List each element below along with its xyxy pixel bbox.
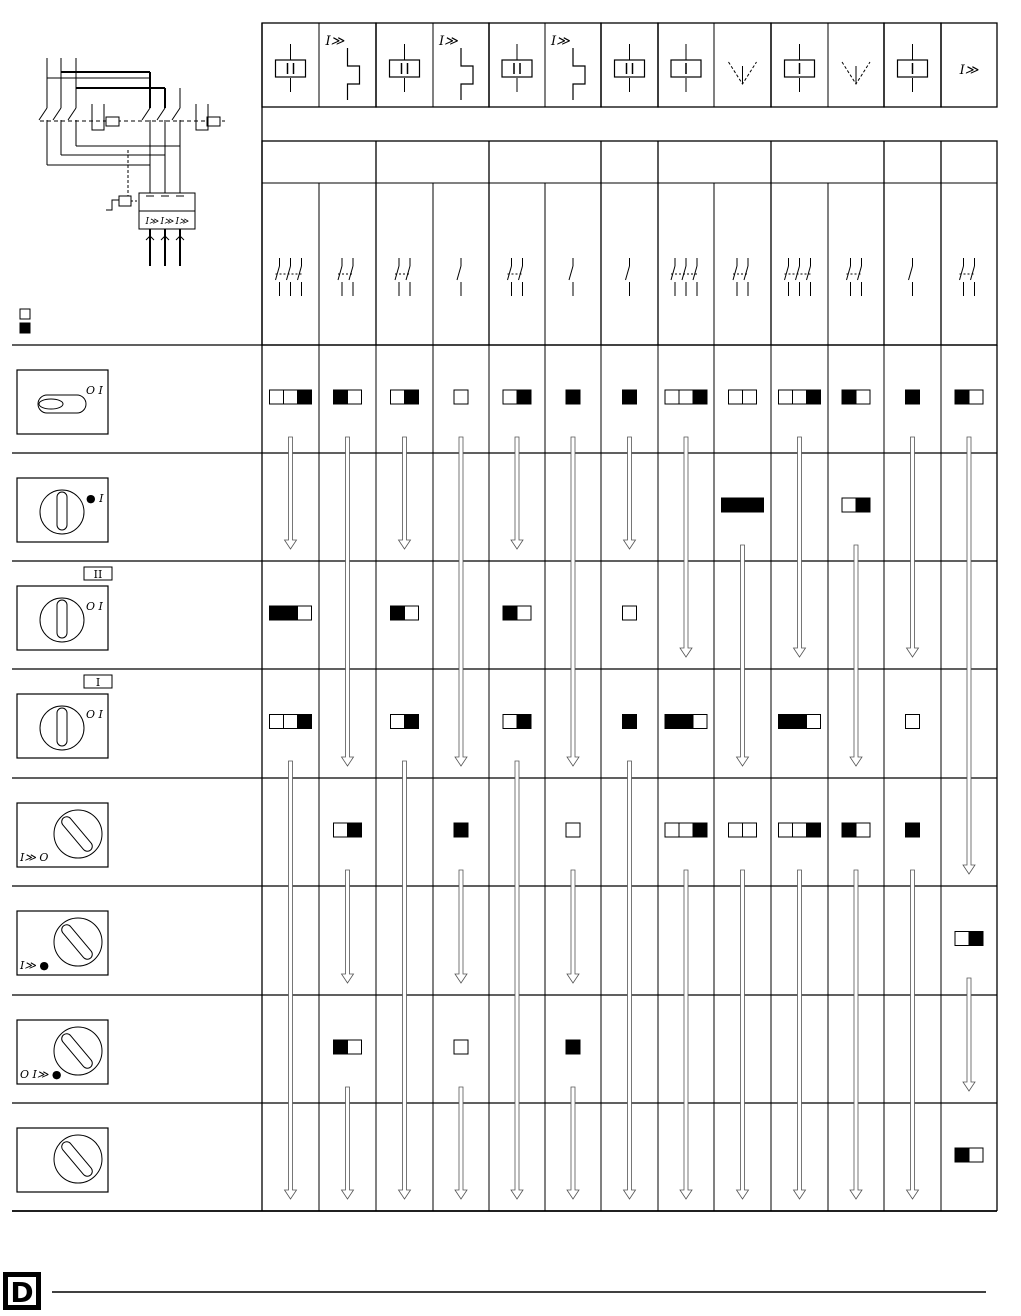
position-mark: O I <box>86 708 103 721</box>
open-contact-cell <box>779 390 793 404</box>
closed-contact-cell <box>517 715 531 729</box>
closed-contact-cell <box>517 390 531 404</box>
header-symbols <box>262 23 997 107</box>
transition-arrow <box>737 545 749 766</box>
transition-arrow <box>737 870 749 1199</box>
transition-arrow <box>850 545 862 766</box>
open-contact-cell <box>454 390 468 404</box>
contact-blade <box>796 266 800 280</box>
transition-arrow <box>455 1087 467 1199</box>
position-mark: O I≫ ● <box>20 1068 62 1081</box>
contact-blade <box>858 266 862 280</box>
contact-blade <box>744 266 748 280</box>
trip-label: I≫ <box>439 34 458 49</box>
open-contact-cell <box>566 823 580 837</box>
trip-label: I≫ <box>325 34 345 49</box>
open-contact-cell <box>405 606 419 620</box>
open-contact-cell <box>743 390 757 404</box>
open-contact-legend <box>20 309 30 319</box>
transition-arrow <box>342 1087 354 1199</box>
closed-contact-cell <box>793 715 807 729</box>
position-mark: I≫ ● <box>20 959 49 972</box>
phase-contact <box>157 108 165 120</box>
transition-arrow <box>794 437 806 657</box>
contact-blade <box>276 266 280 280</box>
breaker-trip-label: I≫ <box>145 217 159 227</box>
closed-contact-cell <box>807 390 821 404</box>
open-contact-cell <box>517 606 531 620</box>
open-contact-cell <box>729 390 743 404</box>
closed-contact-cell <box>298 715 312 729</box>
column-headers <box>262 141 997 345</box>
transition-arrow <box>624 437 636 549</box>
circuit-schematic <box>39 58 225 266</box>
position-mark: I≫ O <box>20 851 49 864</box>
open-contact-cell <box>807 715 821 729</box>
transition-arrow <box>399 761 411 1199</box>
open-contact-cell <box>743 823 757 837</box>
transition-arrow <box>567 437 579 766</box>
open-contact-cell <box>729 823 743 837</box>
open-contact-cell <box>270 715 284 729</box>
contact-blade <box>457 266 461 280</box>
double-coil-icon <box>276 60 306 77</box>
position-mark: O I <box>86 384 103 397</box>
trip-label: I≫ <box>551 34 570 49</box>
handle-grip-icon <box>39 399 63 409</box>
open-contact-cell <box>270 390 284 404</box>
main-contact <box>39 108 47 120</box>
logo-letter: D <box>10 1276 34 1309</box>
double-coil-icon <box>390 60 420 77</box>
transition-arrow <box>963 437 975 874</box>
open-contact-cell <box>665 390 679 404</box>
transition-arrow <box>680 437 692 657</box>
closed-contact-cell <box>665 715 679 729</box>
closed-contact-cell <box>842 823 856 837</box>
open-contact-cell <box>969 1148 983 1162</box>
open-contact-cell <box>334 823 348 837</box>
double-coil-icon <box>502 60 532 77</box>
transition-arrow <box>907 437 919 657</box>
shunt-lead <box>106 200 119 210</box>
closed-contact-legend <box>20 323 30 333</box>
contact-blade <box>693 266 697 280</box>
transition-arrow <box>342 870 354 983</box>
contact-blade <box>733 266 737 280</box>
transition-arrow <box>455 870 467 983</box>
open-contact-cell <box>679 823 693 837</box>
coil-indicator-label: I <box>95 676 101 689</box>
shunt-coil <box>119 196 131 206</box>
open-contact-cell <box>391 715 405 729</box>
transition-arrow <box>455 437 467 766</box>
closed-contact-cell <box>969 932 983 946</box>
transition-arrow <box>285 437 297 549</box>
closed-contact-cell <box>566 1040 580 1054</box>
open-contact-cell <box>503 390 517 404</box>
closed-contact-cell <box>405 390 419 404</box>
open-contact-cell <box>454 1040 468 1054</box>
open-contact-cell <box>348 1040 362 1054</box>
open-contact-cell <box>955 932 969 946</box>
open-contact-cell <box>298 606 312 620</box>
transition-arrow <box>794 870 806 1199</box>
handle-positions <box>17 370 112 1192</box>
position-mark: O I <box>86 600 103 613</box>
transition-arrows <box>285 437 976 1199</box>
contact-blade <box>785 266 789 280</box>
contact-blade <box>508 266 512 280</box>
open-contact-cell <box>503 715 517 729</box>
closed-contact-cell <box>906 823 920 837</box>
contact-blade <box>807 266 811 280</box>
contact-blade <box>349 266 353 280</box>
closed-contact-cell <box>906 390 920 404</box>
transition-arrow <box>680 870 692 1199</box>
open-contact-cell <box>284 390 298 404</box>
open-contact-cell <box>856 823 870 837</box>
breaker-trip-label: I≫ <box>175 217 189 227</box>
aux-contact <box>92 104 104 130</box>
overcurrent-trip-icon <box>461 48 473 100</box>
open-contact-cell <box>665 823 679 837</box>
closed-contact-cell <box>566 390 580 404</box>
closed-contact-cell <box>955 390 969 404</box>
closed-contact-cell <box>623 390 637 404</box>
overcurrent-label-icon: I≫ <box>959 63 979 78</box>
closed-contact-cell <box>693 823 707 837</box>
open-contact-cell <box>391 390 405 404</box>
closed-contact-cell <box>298 390 312 404</box>
contact-blade <box>971 266 975 280</box>
main-contact <box>68 108 76 120</box>
overcurrent-trip-icon <box>573 48 585 100</box>
transition-arrow <box>624 761 636 1199</box>
closed-contact-cell <box>284 606 298 620</box>
legend <box>20 309 30 333</box>
closed-contact-cell <box>736 498 750 512</box>
open-contact-cell <box>969 390 983 404</box>
open-contact-cell <box>679 390 693 404</box>
contact-blade <box>682 266 686 280</box>
open-contact-cell <box>793 823 807 837</box>
coil-indicator-label: II <box>93 568 103 581</box>
position-mark: ● I <box>86 492 104 505</box>
contact-blade <box>909 266 913 280</box>
transition-arrow <box>850 870 862 1199</box>
closed-contact-cell <box>334 1040 348 1054</box>
closed-contact-cell <box>270 606 284 620</box>
open-contact-cell <box>348 390 362 404</box>
rotary-handle-vertical <box>57 708 67 746</box>
contact-blade <box>626 266 630 280</box>
open-contact-cell <box>906 715 920 729</box>
rotary-handle-vertical <box>57 492 67 530</box>
phase-contact <box>172 108 180 120</box>
footer <box>3 1272 986 1310</box>
closed-contact-cell <box>955 1148 969 1162</box>
aux-contact <box>196 104 208 130</box>
contact-blade <box>671 266 675 280</box>
contact-blade <box>395 266 399 280</box>
closed-contact-cell <box>722 498 736 512</box>
closed-contact-cell <box>348 823 362 837</box>
transition-arrow <box>399 437 411 549</box>
overcurrent-trip-icon <box>348 48 360 100</box>
transition-arrow <box>285 761 297 1199</box>
closed-contact-cell <box>679 715 693 729</box>
closed-contact-cell <box>807 823 821 837</box>
open-contact-cell <box>793 390 807 404</box>
open-contact-cell <box>623 606 637 620</box>
closed-contact-cell <box>693 390 707 404</box>
closed-contact-cell <box>334 390 348 404</box>
open-contact-cell <box>842 498 856 512</box>
contact-blade <box>338 266 342 280</box>
open-contact-cell <box>284 715 298 729</box>
closed-contact-cell <box>405 715 419 729</box>
closed-contact-cell <box>856 498 870 512</box>
transition-arrow <box>511 761 523 1199</box>
contact-blade <box>847 266 851 280</box>
contact-blade <box>960 266 964 280</box>
contact-states <box>270 390 984 1162</box>
aux-coil <box>207 117 220 126</box>
contact-blade <box>519 266 523 280</box>
closed-contact-cell <box>503 606 517 620</box>
open-contact-cell <box>856 390 870 404</box>
transition-arrow <box>511 437 523 549</box>
closed-contact-cell <box>750 498 764 512</box>
contact-blade <box>569 266 573 280</box>
transition-arrow <box>567 870 579 983</box>
interlock-coil <box>106 117 119 126</box>
main-contact <box>53 108 61 120</box>
transition-arrow <box>342 437 354 766</box>
phase-contact <box>142 108 150 120</box>
rotary-handle-vertical <box>57 600 67 638</box>
contact-blade <box>287 266 291 280</box>
open-contact-cell <box>779 823 793 837</box>
transition-arrow <box>907 870 919 1199</box>
column-header-frame <box>262 141 997 345</box>
closed-contact-cell <box>454 823 468 837</box>
double-coil-icon <box>615 60 645 77</box>
transition-arrow <box>567 1087 579 1199</box>
closed-contact-cell <box>623 715 637 729</box>
closed-contact-cell <box>779 715 793 729</box>
closed-contact-cell <box>842 390 856 404</box>
breaker-trip-label: I≫ <box>160 217 174 227</box>
contact-blade <box>406 266 410 280</box>
closed-contact-cell <box>391 606 405 620</box>
open-contact-cell <box>693 715 707 729</box>
contact-blade <box>298 266 302 280</box>
